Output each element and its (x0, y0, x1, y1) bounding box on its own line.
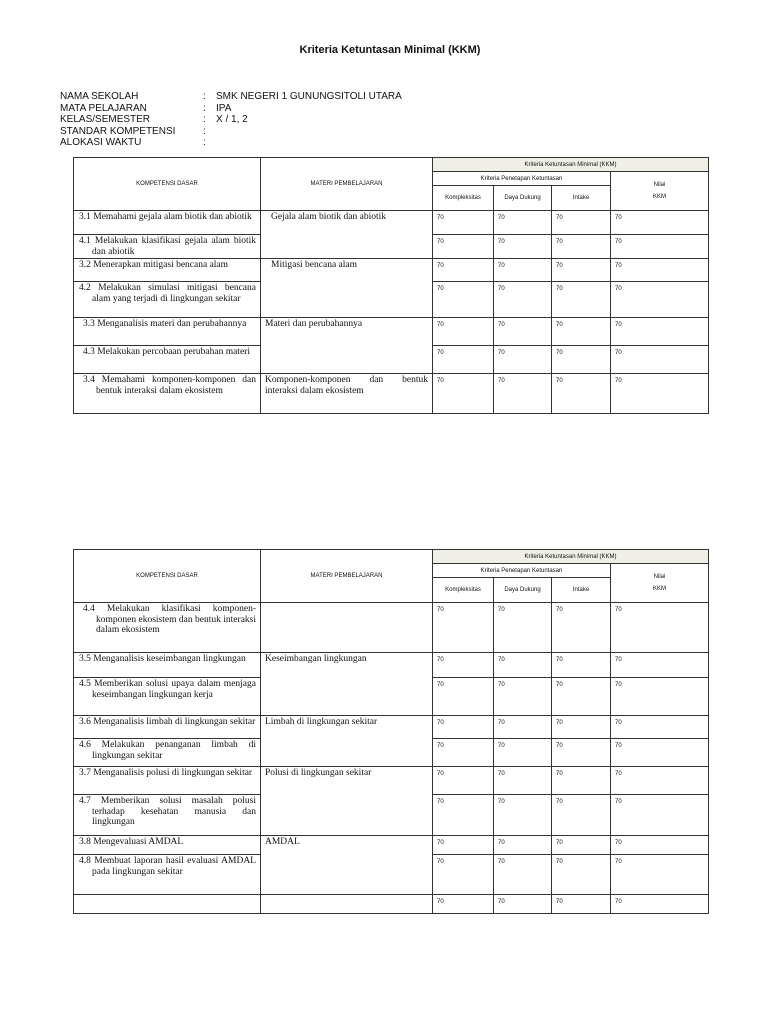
header-kompetensi-dasar: KOMPETENSI DASAR (74, 158, 261, 211)
info-label: MATA PELAJARAN (60, 102, 147, 114)
value-kompleksitas: 70 (433, 716, 494, 739)
value-daya-dukung: 70 (494, 678, 552, 716)
value-daya-dukung: 70 (494, 374, 552, 414)
value-nilai-kkm: 70 (611, 318, 709, 346)
header-kkm: Kriteria Ketuntasan Minimal (KKM) (433, 550, 709, 564)
kd-cell: 4.5 Memberikan solusi upaya dalam menjaga keseimbangan lingkungan kerja (74, 678, 261, 716)
kd-cell: 3.1 Memahami gejala alam biotik dan abiotik (74, 211, 261, 235)
materi-cell: Polusi di lingkungan sekitar (261, 767, 433, 836)
value-nilai-kkm: 70 (611, 235, 709, 259)
value-intake: 70 (552, 282, 611, 318)
value-kompleksitas: 70 (433, 235, 494, 259)
value-kompleksitas: 70 (433, 678, 494, 716)
value-intake: 70 (552, 318, 611, 346)
value-kompleksitas: 70 (433, 603, 494, 653)
header-kkm-label: KKM (653, 586, 667, 592)
value-intake: 70 (552, 836, 611, 855)
kkm-table-2 (73, 549, 709, 914)
info-colon: : (203, 102, 206, 114)
kd-cell: 3.7 Menganalisis polusi di lingkungan sekitar (74, 767, 261, 795)
value-kompleksitas: 70 (433, 895, 494, 914)
info-colon: : (203, 137, 206, 148)
info-value: IPA (216, 102, 232, 114)
school-info (60, 91, 402, 149)
value-daya-dukung: 70 (494, 235, 552, 259)
value-nilai-kkm: 70 (611, 855, 709, 895)
value-daya-dukung: 70 (494, 653, 552, 678)
value-nilai-kkm: 70 (611, 836, 709, 855)
value-kompleksitas: 70 (433, 282, 494, 318)
value-daya-dukung: 70 (494, 211, 552, 235)
value-daya-dukung: 70 (494, 767, 552, 795)
info-row-standard (60, 126, 402, 138)
value-nilai-kkm: 70 (611, 374, 709, 414)
kd-cell: 4.4 Melakukan klasifikasi komponen-komponen ekosistem dan bentuk interaksi dalam ekosistem (74, 603, 261, 653)
value-nilai-kkm: 70 (611, 767, 709, 795)
kd-cell: 3.3 Menganalisis materi dan perubahannya (74, 318, 261, 346)
value-daya-dukung: 70 (494, 716, 552, 739)
kd-cell: 3.6 Menganalisis limbah di lingkungan sekitar (74, 716, 261, 739)
header-kriteria: Kriteria Penetapan Ketuntasan (433, 172, 611, 186)
materi-cell: Komponen-komponen dan bentuk interaksi dalam ekosistem (261, 374, 433, 414)
value-daya-dukung: 70 (494, 836, 552, 855)
value-intake: 70 (552, 895, 611, 914)
value-intake: 70 (552, 259, 611, 282)
value-nilai-kkm: 70 (611, 259, 709, 282)
value-nilai-kkm: 70 (611, 282, 709, 318)
value-nilai-kkm: 70 (611, 739, 709, 767)
kd-cell: 3.8 Mengevaluasi AMDAL (74, 836, 261, 855)
value-kompleksitas: 70 (433, 346, 494, 374)
materi-cell: AMDAL (261, 836, 433, 895)
kd-cell: 4.2 Melakukan simulasi mitigasi bencana alam yang terjadi di lingkungan sekitar (74, 282, 261, 318)
kd-cell: 3.2 Menerapkan mitigasi bencana alam (74, 259, 261, 282)
value-daya-dukung: 70 (494, 318, 552, 346)
value-kompleksitas: 70 (433, 855, 494, 895)
value-kompleksitas: 70 (433, 836, 494, 855)
value-kompleksitas: 70 (433, 374, 494, 414)
kd-cell: 4.8 Membuat laporan hasil evaluasi AMDAL pada lingkungan sekitar (74, 855, 261, 895)
table-row (74, 716, 709, 739)
kd-cell: 4.3 Melakukan percobaan perubahan materi (74, 346, 261, 374)
value-kompleksitas: 70 (433, 318, 494, 346)
value-nilai-kkm: 70 (611, 678, 709, 716)
table-row (74, 895, 709, 914)
header-kompleksitas: Kompleksitas (433, 578, 494, 603)
value-daya-dukung: 70 (494, 346, 552, 374)
header-kkm-label: KKM (653, 194, 667, 200)
value-kompleksitas: 70 (433, 767, 494, 795)
value-nilai-kkm: 70 (611, 716, 709, 739)
materi-cell: Materi dan perubahannya (261, 318, 433, 374)
header-kriteria: Kriteria Penetapan Ketuntasan (433, 564, 611, 578)
kd-cell (74, 895, 261, 914)
header-materi-pembelajaran: MATERI PEMBELAJARAN (261, 550, 433, 603)
header-kompetensi-dasar: KOMPETENSI DASAR (74, 550, 261, 603)
table-row (74, 603, 709, 653)
header-materi-pembelajaran: MATERI PEMBELAJARAN (261, 158, 433, 211)
kd-cell: 4.6 Melakukan penanganan limbah di lingkungan sekitar (74, 739, 261, 767)
value-kompleksitas: 70 (433, 739, 494, 767)
info-row-school (60, 91, 402, 103)
info-value: X / 1, 2 (216, 114, 248, 125)
kd-cell: 3.5 Menganalisis keseimbangan lingkungan (74, 653, 261, 678)
value-nilai-kkm: 70 (611, 603, 709, 653)
value-daya-dukung: 70 (494, 895, 552, 914)
kd-cell: 4.1 Melakukan klasifikasi gejala alam biotik dan abiotik (74, 235, 261, 259)
info-colon: : (203, 91, 206, 102)
value-intake: 70 (552, 235, 611, 259)
value-intake: 70 (552, 795, 611, 836)
value-kompleksitas: 70 (433, 211, 494, 235)
value-nilai-kkm: 70 (611, 211, 709, 235)
table-row (74, 767, 709, 795)
info-label: KELAS/SEMESTER (60, 114, 151, 125)
kkm-table-1 (73, 157, 709, 414)
info-row-subject (60, 103, 402, 115)
value-intake: 70 (552, 767, 611, 795)
value-intake: 70 (552, 374, 611, 414)
value-intake: 70 (552, 739, 611, 767)
table-row (74, 211, 709, 235)
header-kompleksitas: Kompleksitas (433, 186, 494, 211)
table-row (74, 318, 709, 346)
table-row (74, 374, 709, 414)
value-intake: 70 (552, 211, 611, 235)
header-daya-dukung: Daya Dukung (494, 186, 552, 211)
value-intake: 70 (552, 678, 611, 716)
value-nilai-kkm: 70 (611, 795, 709, 836)
value-daya-dukung: 70 (494, 739, 552, 767)
materi-cell (261, 603, 433, 653)
info-label: ALOKASI WAKTU (60, 137, 142, 148)
value-kompleksitas: 70 (433, 653, 494, 678)
materi-cell: Mitigasi bencana alam (261, 259, 433, 318)
table-row (74, 259, 709, 282)
header-intake: Intake (552, 186, 611, 211)
value-daya-dukung: 70 (494, 259, 552, 282)
value-daya-dukung: 70 (494, 603, 552, 653)
header-nilai-kkm (611, 172, 709, 211)
value-daya-dukung: 70 (494, 282, 552, 318)
materi-cell: Keseimbangan lingkungan (261, 653, 433, 716)
info-colon: : (203, 114, 206, 125)
value-intake: 70 (552, 855, 611, 895)
materi-cell: Limbah di lingkungan sekitar (261, 716, 433, 767)
info-value: SMK NEGERI 1 GUNUNGSITOLI UTARA (216, 91, 402, 102)
info-row-time (60, 137, 402, 149)
header-nilai-kkm (611, 564, 709, 603)
value-intake: 70 (552, 346, 611, 374)
header-daya-dukung: Daya Dukung (494, 578, 552, 603)
value-nilai-kkm: 70 (611, 895, 709, 914)
header-nilai: Nilai (653, 574, 666, 580)
header-kkm: Kriteria Ketuntasan Minimal (KKM) (433, 158, 709, 172)
info-colon: : (203, 125, 206, 137)
value-intake: 70 (552, 653, 611, 678)
value-nilai-kkm: 70 (611, 346, 709, 374)
info-label: STANDAR KOMPETENSI (60, 125, 176, 137)
info-row-class (60, 114, 402, 126)
value-nilai-kkm: 70 (611, 653, 709, 678)
value-daya-dukung: 70 (494, 795, 552, 836)
info-label: NAMA SEKOLAH (60, 91, 139, 102)
table-row (74, 653, 709, 678)
kd-cell: 4.7 Memberikan solusi masalah polusi terhadap kesehatan manusia dan lingkungan (74, 795, 261, 836)
header-nilai: Nilai (653, 182, 666, 188)
materi-cell (261, 895, 433, 914)
value-kompleksitas: 70 (433, 795, 494, 836)
value-kompleksitas: 70 (433, 259, 494, 282)
document-title: Kriteria Ketuntasan Minimal (KKM) (299, 44, 481, 56)
kd-cell: 3.4 Memahami komponen-komponen dan bentuk interaksi dalam ekosistem (74, 374, 261, 414)
header-intake: Intake (552, 578, 611, 603)
value-daya-dukung: 70 (494, 855, 552, 895)
materi-cell: Gejala alam biotik dan abiotik (261, 211, 433, 259)
value-intake: 70 (552, 603, 611, 653)
table-row (74, 836, 709, 855)
value-intake: 70 (552, 716, 611, 739)
